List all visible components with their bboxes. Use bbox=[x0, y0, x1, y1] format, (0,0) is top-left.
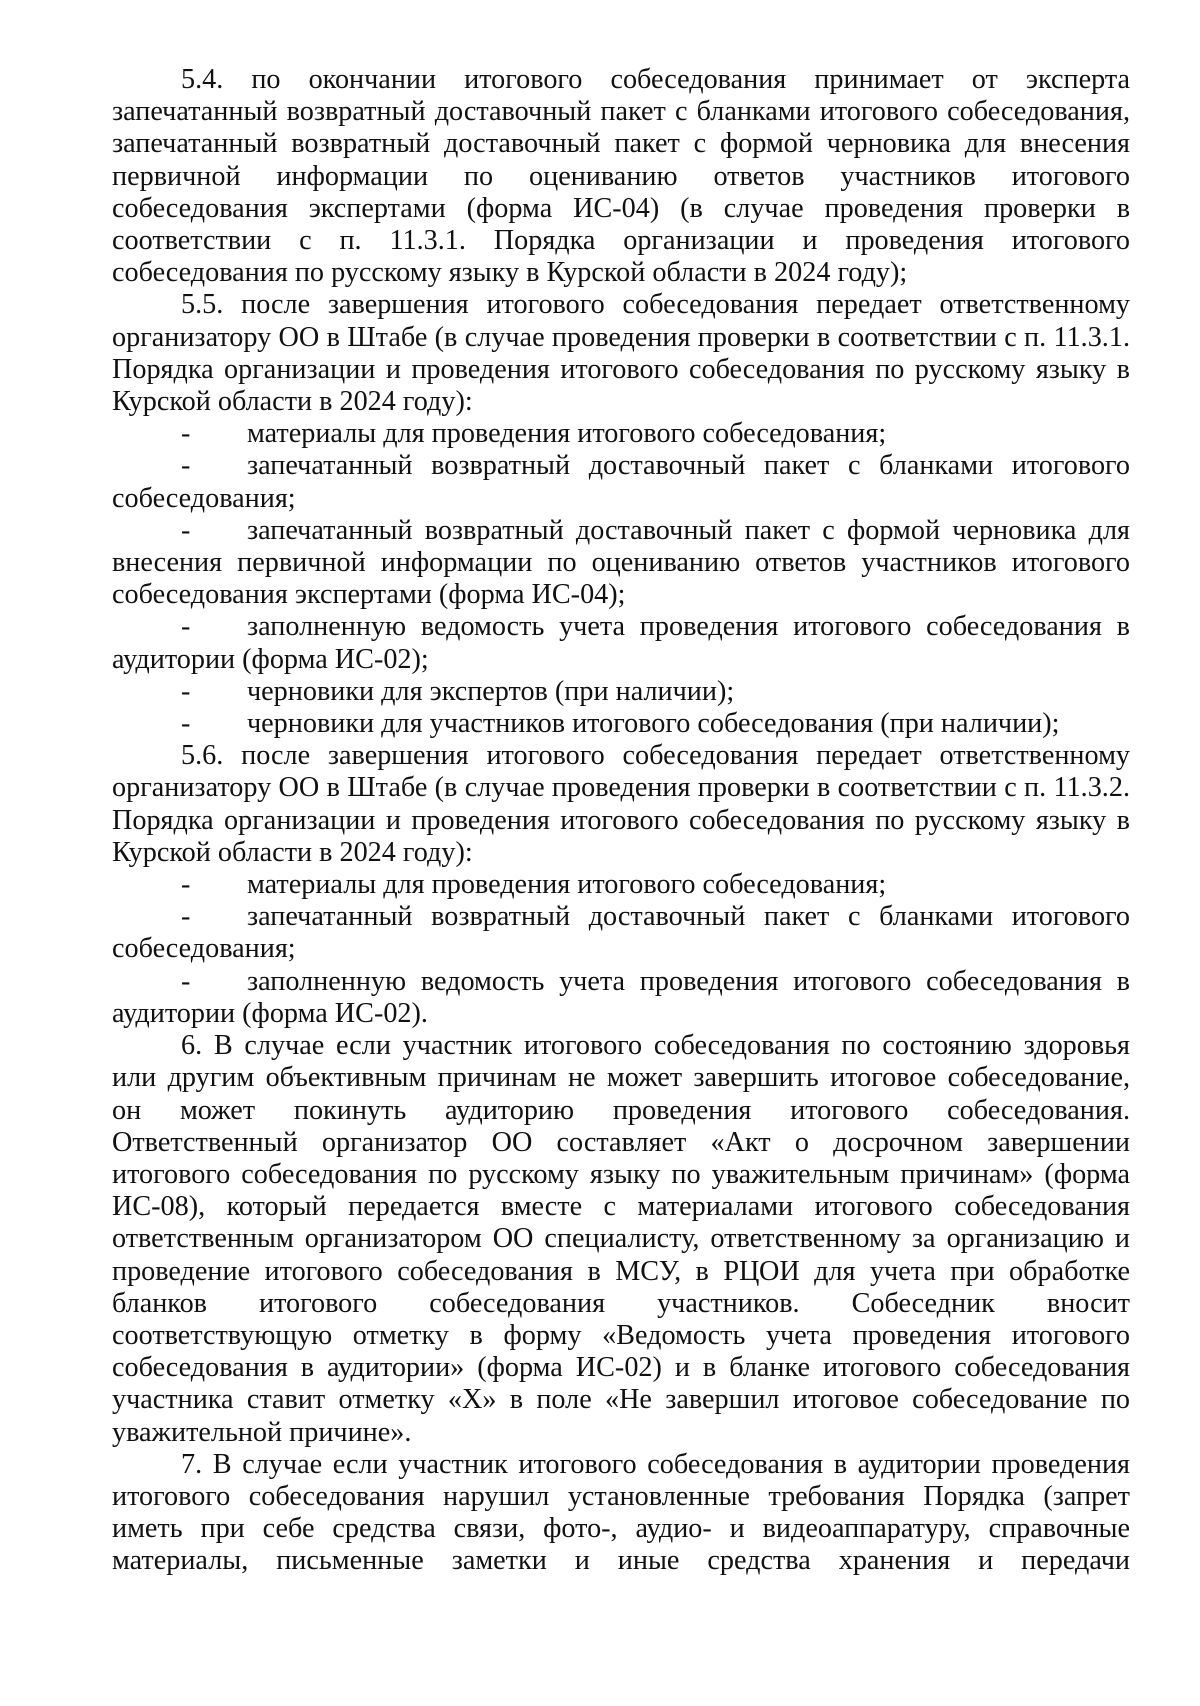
list-dash: - bbox=[181, 675, 191, 707]
list-dash: - bbox=[181, 418, 191, 450]
list-item-text: заполненную ведомость учета проведения итогового собеседования в аудитории (форма ИС-02). bbox=[112, 965, 1130, 1029]
paragraph-5-5: 5.5. после завершения итогового собеседования передает ответственному организатору ОО в Штабе (в случае проведения проверки в соответствии с п. 11.3.1. Порядка организации и проведения итогового собеседования по русскому языку в Курской области в 2024 году): bbox=[112, 289, 1130, 418]
list-item-text: запечатанный возвратный доставочный пакет с бланками итогового собеседования; bbox=[112, 901, 1130, 965]
list-item-text: материалы для проведения итогового собеседования; bbox=[247, 418, 887, 450]
list-item-text: черновики для участников итогового собеседования (при наличии); bbox=[247, 708, 1060, 740]
list-item bbox=[112, 966, 1130, 1030]
list-dash: - bbox=[181, 514, 191, 546]
list-dash: - bbox=[181, 708, 191, 740]
list-dash: - bbox=[181, 901, 191, 933]
list-item bbox=[112, 418, 1130, 450]
list-item bbox=[112, 450, 1130, 514]
list-item-text: материалы для проведения итогового собеседования; bbox=[247, 869, 887, 901]
list-item-text: черновики для экспертов (при наличии); bbox=[247, 675, 735, 707]
paragraph-5-4: 5.4. по окончании итогового собеседования принимает от эксперта запечатанный возвратный доставочный пакет с бланками итогового собеседования, запечатанный возвратный доставочный пакет с формой черновика для внесения первичной информации по оцениванию ответов участников итогового собеседования экспертами (форма ИС-04) (в случае проведения проверки в соответствии с п. 11.3.1. Порядка организации и проведения итогового собеседования по русскому языку в Курской области в 2024 году); bbox=[112, 64, 1130, 289]
list-dash: - bbox=[181, 450, 191, 482]
list-item bbox=[112, 676, 1130, 708]
list-item bbox=[112, 515, 1130, 612]
list-dash: - bbox=[181, 965, 191, 997]
document-page bbox=[112, 64, 1130, 1578]
list-item bbox=[112, 901, 1130, 965]
list-item bbox=[112, 708, 1130, 740]
list-dash: - bbox=[181, 869, 191, 901]
list-item-text: запечатанный возвратный доставочный пакет с формой черновика для внесения первичной информации по оцениванию ответов участников итогового собеседования экспертами (форма ИС-04); bbox=[112, 514, 1130, 611]
paragraph-5-6: 5.6. после завершения итогового собеседования передает ответственному организатору ОО в Штабе (в случае проведения проверки в соответствии с п. 11.3.2. Порядка организации и проведения итогового собеседования по русскому языку в Курской области в 2024 году): bbox=[112, 740, 1130, 868]
list-item bbox=[112, 869, 1130, 901]
list-dash: - bbox=[181, 611, 191, 643]
list-item bbox=[112, 611, 1130, 675]
paragraph-7: 7. В случае если участник итогового собеседования в аудитории проведения итогового собеседования нарушил установленные требования Порядка (запрет иметь при себе средства связи, фото-, аудио- и видеоаппаратуру, справочные материалы, письменные заметки и иные средства хранения и передачи bbox=[112, 1448, 1130, 1577]
list-item-text: запечатанный возвратный доставочный пакет с бланками итогового собеседования; bbox=[112, 450, 1130, 514]
paragraph-6: 6. В случае если участник итогового собеседования по состоянию здоровья или другим объективным причинам не может завершить итоговое собеседование, он может покинуть аудиторию проведения итогового собеседования. Ответственный организатор ОО составляет «Акт о досрочном завершении итогового собеседования по русскому языку по уважительным причинам» (форма ИС-08), который передается вместе с материалами итогового собеседования ответственным организатором ОО специалисту, ответственному за организацию и проведение итогового собеседования в МСУ, в РЦОИ для учета при обработке бланков итогового собеседования участников. Собеседник вносит соответствующую отметку в форму «Ведомость учета проведения итогового собеседования в аудитории» (форма ИС-02) и в бланке итогового собеседования участника ставит отметку «Х» в поле «Не завершил итоговое собеседование по уважительной причине». bbox=[112, 1030, 1130, 1448]
list-item-text: заполненную ведомость учета проведения итогового собеседования в аудитории (форма ИС-02); bbox=[112, 611, 1130, 675]
